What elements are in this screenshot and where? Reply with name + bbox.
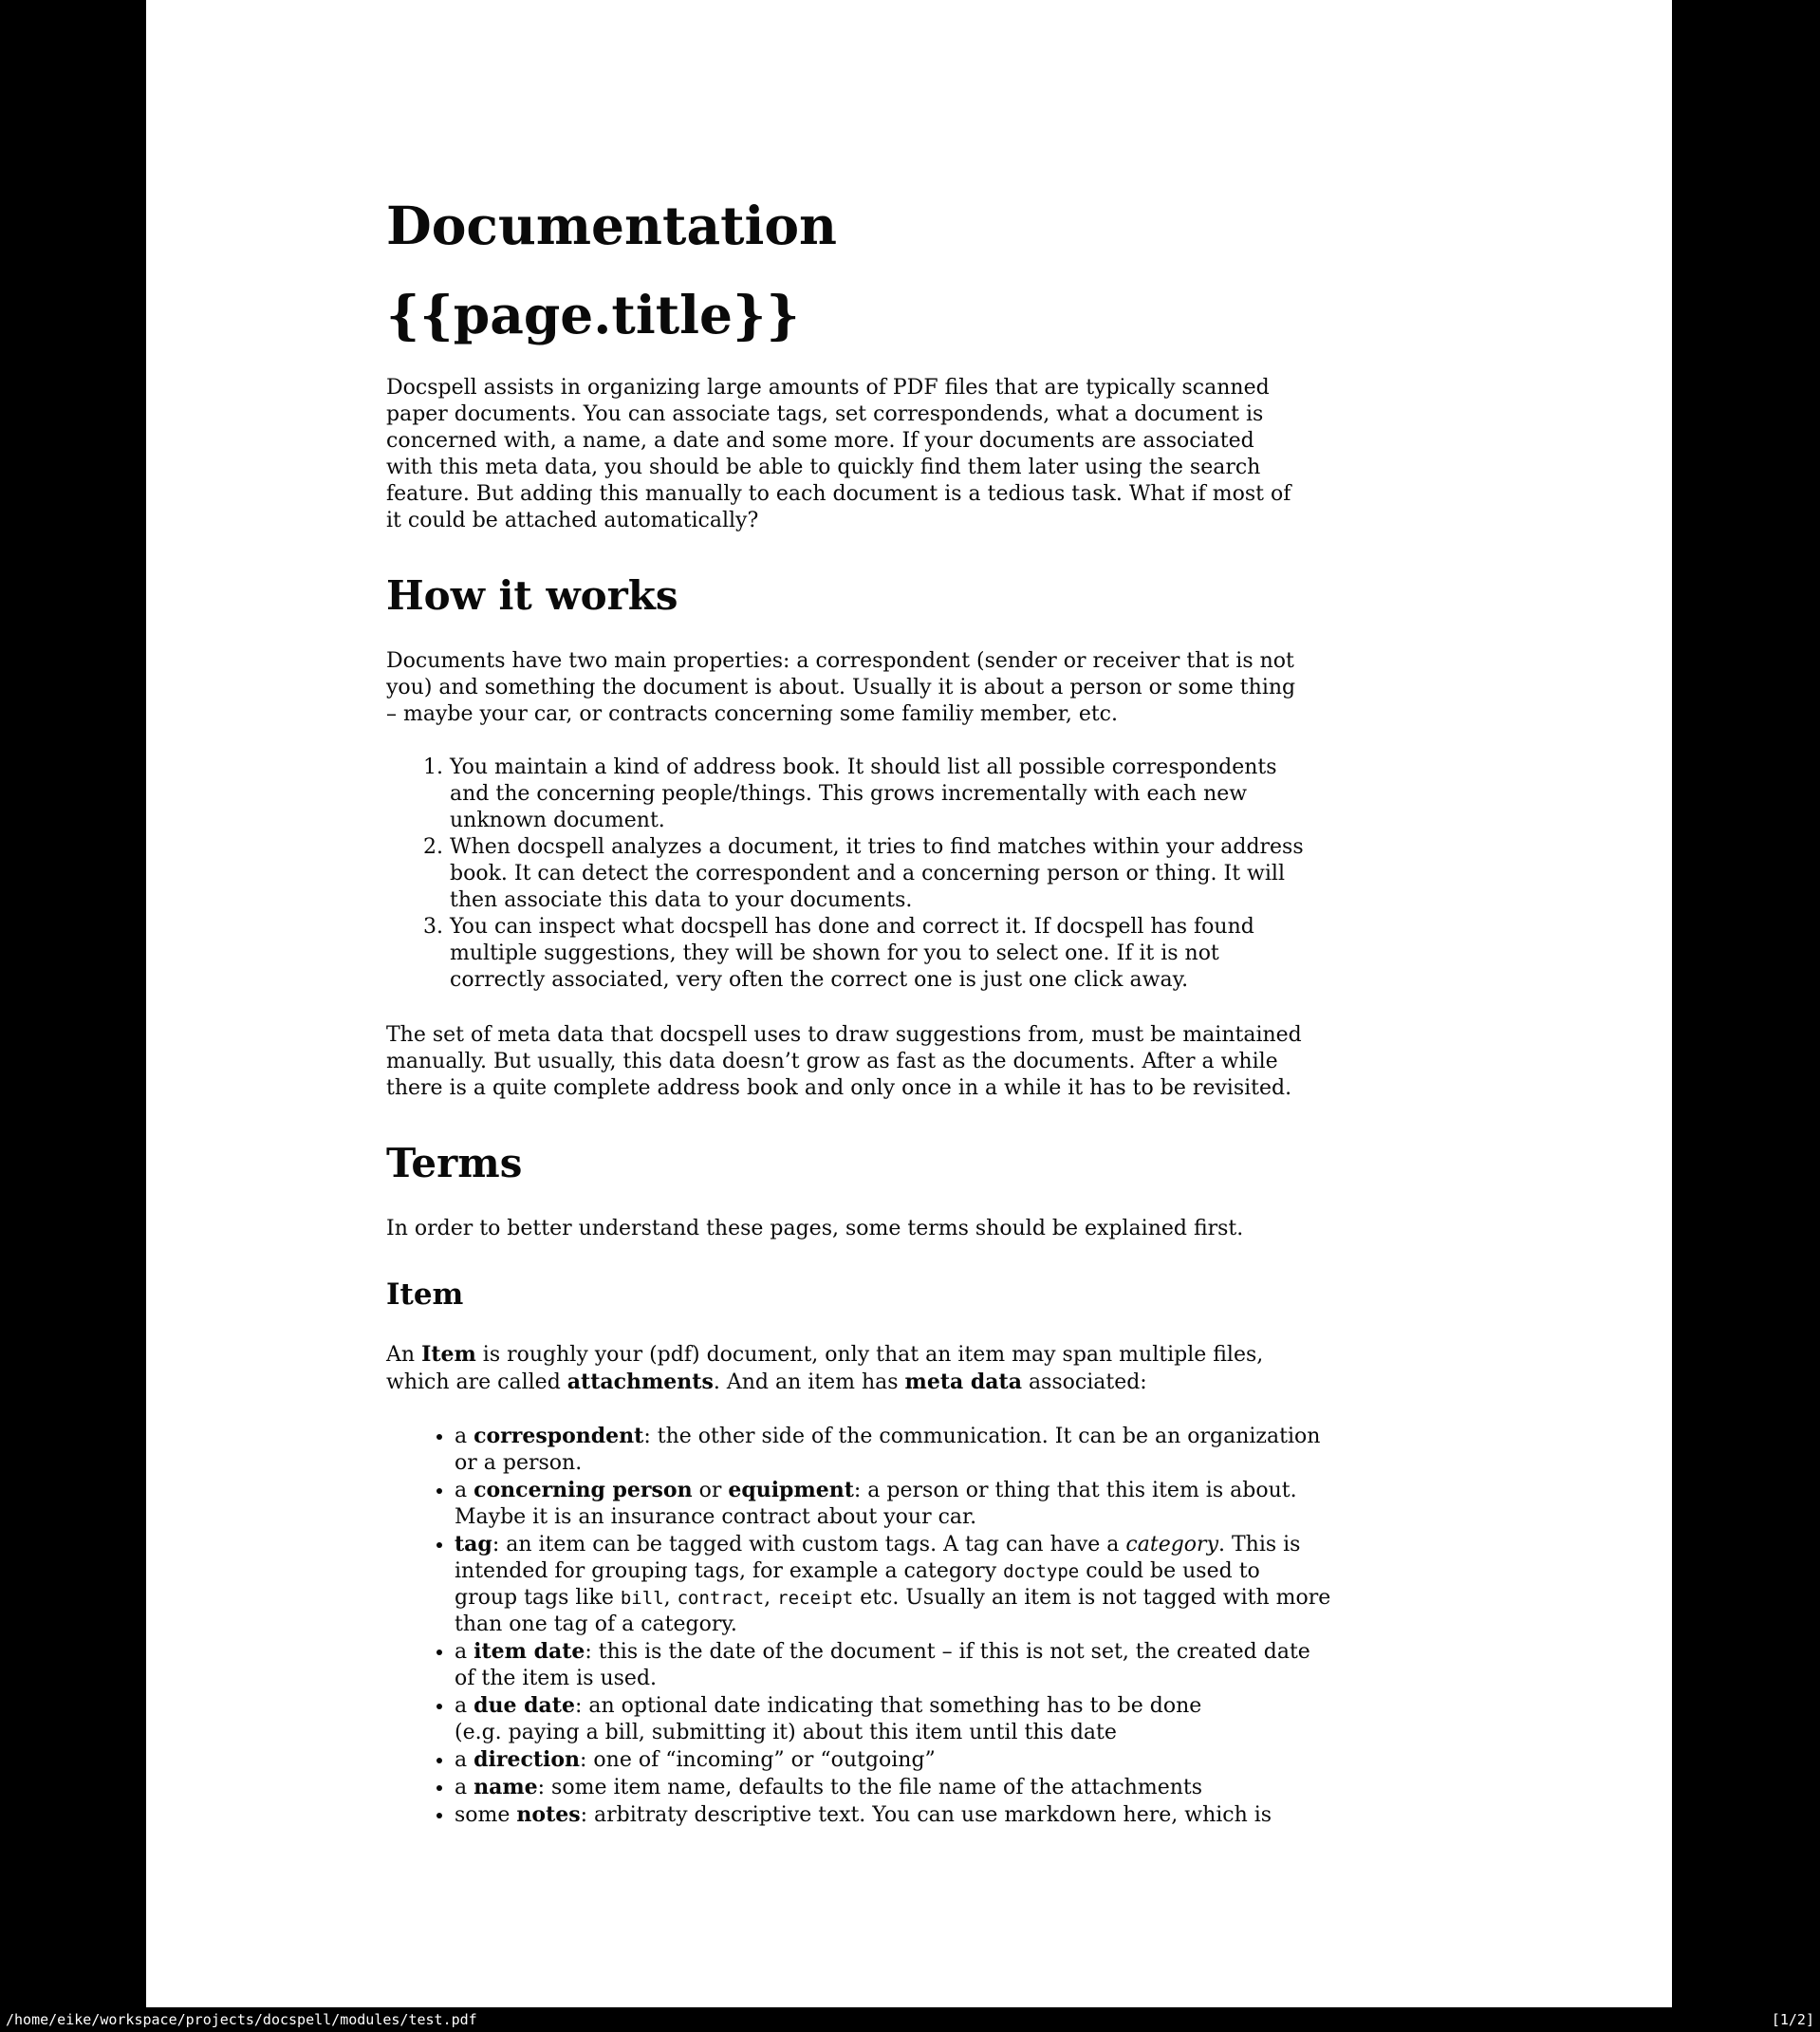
paragraph-line: concerned with, a name, a date and some more. If your documents are associated (386, 429, 1254, 453)
list-item-line: • some notes: arbitraty descriptive text. You can use markdown here, which is (455, 1802, 1272, 1827)
item-subheading: Item (386, 1277, 464, 1312)
list-item-line: Maybe it is an insurance contract about your car. (455, 1505, 977, 1529)
steps-ordered-list (386, 755, 1435, 994)
list-item-line: 1. You maintain a kind of address book. It should list all possible correspondents (450, 755, 1277, 779)
list-item (450, 834, 1435, 914)
file-path: /home/eike/workspace/projects/docspell/modules/test.pdf (6, 2011, 477, 2028)
list-item (455, 1801, 1435, 1829)
list-item-line: intended for grouping tags, for example a category doctype could be used to (455, 1559, 1260, 1583)
closing-paragraph (386, 1022, 1435, 1102)
paragraph-line: you) and something the document is about. Usually it is about a person or some thing (386, 676, 1296, 699)
list-item (455, 1638, 1435, 1692)
list-item-line: multiple suggestions, they will be shown for you to select one. If it is not (450, 941, 1219, 965)
meta-data-bullet-list (386, 1423, 1435, 1829)
list-item (455, 1477, 1435, 1531)
paragraph-line: feature. But adding this manually to each document is a tedious task. What if most of (386, 482, 1291, 506)
page-title-heading: {{page.title}} (386, 284, 800, 345)
list-item-line: • a correspondent: the other side of the communication. It can be an organization (455, 1424, 1321, 1448)
page-indicator: [1/2] (1771, 2011, 1814, 2028)
list-item-line: • a concerning person or equipment: a person or thing that this item is about. (455, 1478, 1297, 1502)
list-item-line: or a person. (455, 1451, 583, 1475)
paragraph-line: In order to better understand these pages, some terms should be explained first. (386, 1217, 1244, 1240)
paragraph-line: The set of meta data that docspell uses to draw suggestions from, must be maintained (386, 1023, 1302, 1047)
paragraph-line: manually. But usually, this data doesn’t grow as fast as the documents. After a while (386, 1050, 1278, 1073)
list-item (455, 1531, 1435, 1638)
list-item-line: • a due date: an optional date indicating that something has to be done (455, 1693, 1202, 1718)
intro-paragraph (386, 375, 1435, 534)
list-item-line: book. It can detect the correspondent and a concerning person or thing. It will (450, 862, 1285, 886)
list-item-line: than one tag of a category. (455, 1613, 737, 1636)
how-it-works-heading: How it works (386, 572, 678, 619)
paragraph-line: paper documents. You can associate tags, set correspondends, what a document is (386, 402, 1264, 426)
list-item (450, 755, 1435, 834)
paragraph-line: – maybe your car, or contracts concerning some familiy member, etc. (386, 702, 1118, 726)
paragraph-line: Documents have two main properties: a correspondent (sender or receiver that is not (386, 649, 1294, 673)
terms-heading: Terms (386, 1140, 523, 1186)
list-item-line: 2. When docspell analyzes a document, it tries to find matches within your address (450, 835, 1304, 859)
list-item-line: and the concerning people/things. This grows incrementally with each new (450, 782, 1248, 806)
list-item (455, 1746, 1435, 1774)
paragraph-line: An Item is roughly your (pdf) document, only that an item may span multiple files, (386, 1342, 1264, 1367)
list-item-line: • tag: an item can be tagged with custom tags. A tag can have a category. This is (455, 1532, 1301, 1557)
list-item (450, 914, 1435, 994)
paragraph-line: there is a quite complete address book and only once in a while it has to be revisited. (386, 1076, 1292, 1100)
paragraph-line: Docspell assists in organizing large amounts of PDF files that are typically scanned (386, 376, 1270, 400)
doc-title-heading: Documentation (386, 195, 838, 256)
list-item-line: (e.g. paying a bill, submitting it) about this item until this date (455, 1721, 1117, 1744)
item-paragraph (386, 1341, 1435, 1396)
list-item-line: 3. You can inspect what docspell has done and correct it. If docspell has found (450, 915, 1254, 939)
statusbar (0, 2007, 1820, 2032)
terms-paragraph (386, 1216, 1435, 1242)
list-item-line: then associate this data to your documents. (450, 888, 913, 912)
pdf-page (146, 0, 1672, 2007)
list-item-line: group tags like bill, contract, receipt etc. Usually an item is not tagged with more (455, 1586, 1331, 1610)
paragraph-line: which are called attachments. And an item has meta data associated: (386, 1370, 1147, 1394)
list-item (455, 1423, 1435, 1477)
list-item-line: unknown document. (450, 809, 665, 832)
list-item-line: correctly associated, very often the correct one is just one click away. (450, 968, 1189, 992)
paragraph-line: it could be attached automatically? (386, 509, 759, 532)
how-it-works-paragraph (386, 648, 1435, 728)
list-item (455, 1692, 1435, 1746)
list-item (455, 1774, 1435, 1801)
paragraph-line: with this meta data, you should be able to quickly find them later using the search (386, 456, 1261, 479)
list-item-line: • a item date: this is the date of the document – if this is not set, the created date (455, 1639, 1310, 1664)
list-item-line: • a name: some item name, defaults to the file name of the attachments (455, 1775, 1203, 1799)
list-item-line: • a direction: one of “incoming” or “outgoing” (455, 1747, 936, 1772)
list-item-line: of the item is used. (455, 1667, 658, 1690)
